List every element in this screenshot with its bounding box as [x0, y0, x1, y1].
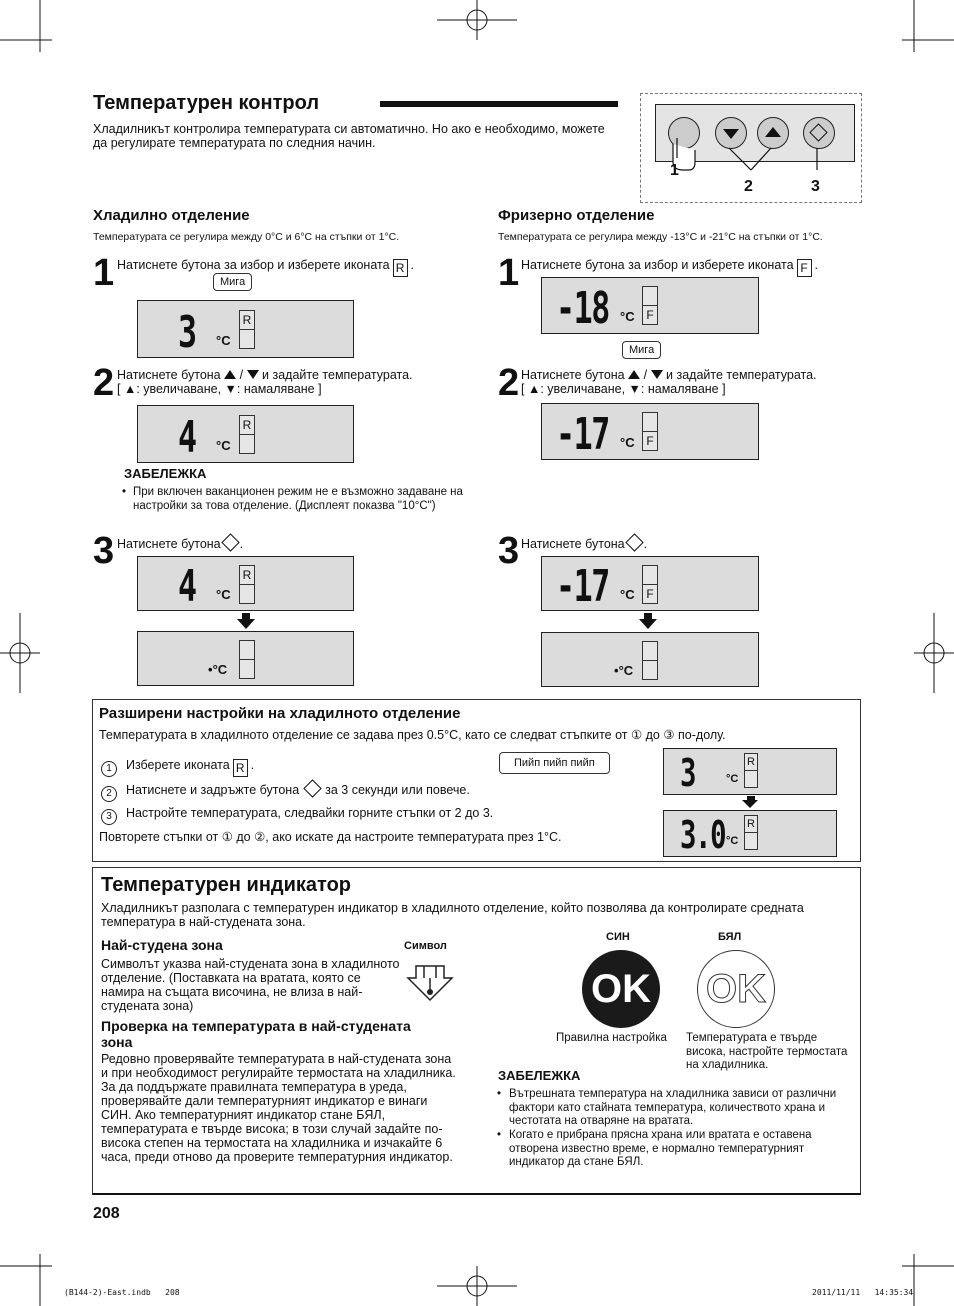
freezer-lcd-3-indicator: F: [642, 565, 658, 604]
fridge-lcd-3-indicator: R: [239, 565, 255, 604]
freezer-lcd-3: [541, 556, 759, 611]
fridge-lcd-2-indicator: R: [239, 415, 255, 454]
symbol-label: Символ: [404, 940, 447, 952]
panel-label-2: 2: [744, 178, 753, 195]
fridge-lcd-3-unit: °C: [216, 587, 231, 602]
freezer-lcd-1: [541, 277, 759, 334]
fridge-step-2-number: 2: [93, 362, 115, 404]
indicator-title: Температурен индикатор: [101, 874, 352, 896]
check-title: Проверка на температурата в най-студената зона: [101, 1018, 411, 1050]
fridge-note-bullet: •: [122, 486, 127, 498]
fridge-lcd-2-value: 4: [178, 412, 196, 463]
freezer-lcd-2-indicator: F: [642, 412, 658, 451]
advanced-lcd-1-value: 3: [680, 751, 696, 795]
indicator-intro: Хладилникът разполага с температурен индикатор в хладилното отделение, който позволява да контролирате средната температура в най-студената зона.: [101, 901, 804, 929]
footer-left: (B144-2)-East.indb 208: [64, 1288, 180, 1297]
freezer-lcd-1-unit: °C: [620, 309, 635, 324]
fridge-step-2-text: Натиснете бутона / и задайте температурата. [ ▲: увеличаване, ▼: намаляване ]: [117, 368, 413, 396]
title-rule: [380, 101, 618, 107]
freezer-lcd-2: [541, 403, 759, 460]
page-number: 208: [93, 1205, 120, 1222]
fridge-lcd-1-indicator: R: [239, 310, 255, 349]
advanced-lcd-1: [663, 748, 837, 795]
diamond-icon: [625, 533, 643, 551]
fridge-blink-callout: Мига: [213, 273, 252, 291]
check-text: Редовно проверявайте температурата в най-студената зона и при необходимост регулирайте термостата на хладилника. За да поддържате правилната температура в уреда, проверявайте дали температурният индикатор е винаги СИН. Ако температурният индикатор стане БЯЛ, температурата е твърде висока; в този случай задайте по-висока степен на термостата на хладилника и изчакайте 6 часа, преди отново да проверите температурния индикатор.: [101, 1052, 456, 1164]
freezer-step-1-text: Натиснете бутона за избор и изберете иконата F .: [521, 258, 819, 275]
advanced-item-2: 2 Натиснете и задръжте бутона за 3 секунди или повече.: [99, 782, 470, 802]
indicator-note-bullet-1: •: [497, 1088, 502, 1100]
panel-label-3: 3: [811, 178, 820, 195]
ok-indicator-white: OK: [697, 950, 775, 1028]
up-arrow-icon: [628, 370, 640, 379]
indicator-note-title: ЗАБЕЛЕЖКА: [498, 1068, 581, 1083]
white-caption: Температурата е твърде висока, настройте термостата на хладилника.: [686, 1032, 848, 1071]
down-arrow-icon: [247, 370, 259, 379]
beep-callout: Пийп пийп пийп: [499, 752, 610, 774]
fridge-down-arrowhead-icon: [237, 619, 255, 629]
advanced-lcd-1-indicator: R: [744, 753, 758, 788]
diamond-icon: [303, 779, 321, 797]
freezer-f-icon: F: [797, 259, 812, 277]
fridge-lcd-1-value: 3: [178, 307, 196, 358]
fridge-lcd-4-indicator: [239, 640, 255, 679]
fridge-lcd-4: [137, 631, 354, 686]
freezer-desc: Температурата се регулира между -13°C и -21°C на стъпки от 1°C.: [498, 231, 823, 243]
panel-pointer-lines: [655, 104, 855, 184]
fridge-step-3-number: 3: [93, 530, 115, 572]
fridge-note-text: При включен ваканционен режим не е възможно задаване на настройки за това отделение. (Дисплеят показва "10°C"): [133, 486, 463, 512]
advanced-item-1: 1 Изберете иконата R .: [99, 758, 254, 777]
advanced-title: Разширени настройки на хладилното отделение: [99, 705, 461, 722]
advanced-lcd-2-unit: °C: [726, 835, 739, 847]
freezer-step-2-number: 2: [498, 362, 520, 404]
freezer-lcd-1-indicator: F: [642, 286, 658, 325]
advanced-r-icon: R: [233, 759, 248, 777]
fridge-step-1-number: 1: [93, 252, 115, 294]
advanced-down-arrowhead-icon: [742, 800, 758, 808]
intro-text: Хладилникът контролира температурата си автоматично. Но ако е необходимо, можете да регулирате температурата по следния начин.: [93, 122, 605, 150]
freezer-lcd-3-unit: °C: [620, 587, 635, 602]
advanced-lcd-2-indicator: R: [744, 815, 758, 850]
fridge-lcd-4-unit: •°C: [208, 662, 228, 677]
advanced-repeat: Повторете стъпки от ① до ②, ако искате да настроите температурата през 1°C.: [99, 830, 562, 844]
fridge-title: Хладилно отделение: [93, 207, 250, 224]
cold-zone-text: Символът указва най-студената зона в хладилното отделение. (Поставката на вратата, която се намира на същата височина, не влиза в най-студената зона): [101, 957, 400, 1013]
advanced-lcd-2-value: 3.0: [680, 813, 726, 857]
freezer-down-arrowhead-icon: [639, 619, 657, 629]
advanced-item-3: 3 Настройте температурата, следвайки горните стъпки от 2 до 3.: [99, 806, 493, 825]
fridge-lcd-3-value: 4: [178, 561, 196, 612]
down-arrow-icon: [651, 370, 663, 379]
panel-label-1: 1: [670, 162, 679, 179]
section-title-temp-control: Температурен контрол: [93, 92, 320, 114]
footer-right: 2011/11/11 14:35:34: [812, 1288, 914, 1297]
freezer-blink-callout: Мига: [622, 341, 661, 359]
fridge-r-icon: R: [393, 259, 408, 277]
fridge-step-1-text: Натиснете бутона за избор и изберете иконата R .: [117, 258, 415, 275]
freezer-step-3-text: Натиснете бутона .: [521, 536, 647, 551]
freezer-step-2-text: Натиснете бутона / и задайте температурата. [ ▲: увеличаване, ▼: намаляване ]: [521, 368, 817, 396]
up-arrow-icon: [224, 370, 236, 379]
indicator-note-1: Вътрешната температура на хладилника зависи от различни фактори като стайната температура, количеството храна и честотата на отваряне на вратата.: [509, 1088, 837, 1127]
fridge-lcd-2: [137, 405, 354, 463]
indicator-note-bullet-2: •: [497, 1129, 502, 1141]
freezer-lcd-3-value: -17: [556, 561, 609, 612]
blue-caption: Правилна настройка: [556, 1032, 667, 1044]
indicator-note-2: Когато е прибрана прясна храна или вратата е оставена отворена известно време, е нормално температурният индикатор да стане БЯЛ.: [509, 1129, 812, 1168]
advanced-lcd-2: [663, 810, 837, 857]
white-label: БЯЛ: [718, 931, 742, 943]
fridge-lcd-1: [137, 300, 354, 358]
freezer-title: Фризерно отделение: [498, 207, 655, 224]
diamond-icon: [221, 533, 239, 551]
fridge-lcd-2-unit: °C: [216, 438, 231, 453]
cold-zone-symbol-icon: [406, 958, 454, 1006]
freezer-step-3-number: 3: [498, 530, 520, 572]
cold-zone-title: Най-студена зона: [101, 937, 223, 953]
freezer-lcd-4: [541, 632, 759, 687]
fridge-step-3-text: Натиснете бутона .: [117, 536, 243, 551]
fridge-lcd-1-unit: °C: [216, 333, 231, 348]
blue-label: СИН: [606, 931, 630, 943]
freezer-step-1-number: 1: [498, 252, 520, 294]
freezer-lcd-2-value: -17: [556, 409, 609, 460]
advanced-desc: Температурата в хладилното отделение се задава през 0.5°C, като се следват стъпките от ① до ③ по-долу.: [99, 728, 726, 742]
fridge-desc: Температурата се регулира между 0°C и 6°C на стъпки от 1°C.: [93, 231, 400, 243]
freezer-lcd-1-value: -18: [556, 283, 609, 334]
fridge-note-title: ЗАБЕЛЕЖКА: [124, 466, 207, 481]
fridge-lcd-3: [137, 556, 354, 611]
freezer-lcd-4-unit: •°C: [614, 663, 634, 678]
advanced-lcd-1-unit: °C: [726, 773, 739, 785]
freezer-lcd-4-indicator: [642, 641, 658, 680]
freezer-lcd-2-unit: °C: [620, 435, 635, 450]
ok-indicator-blue: OK: [582, 950, 660, 1028]
